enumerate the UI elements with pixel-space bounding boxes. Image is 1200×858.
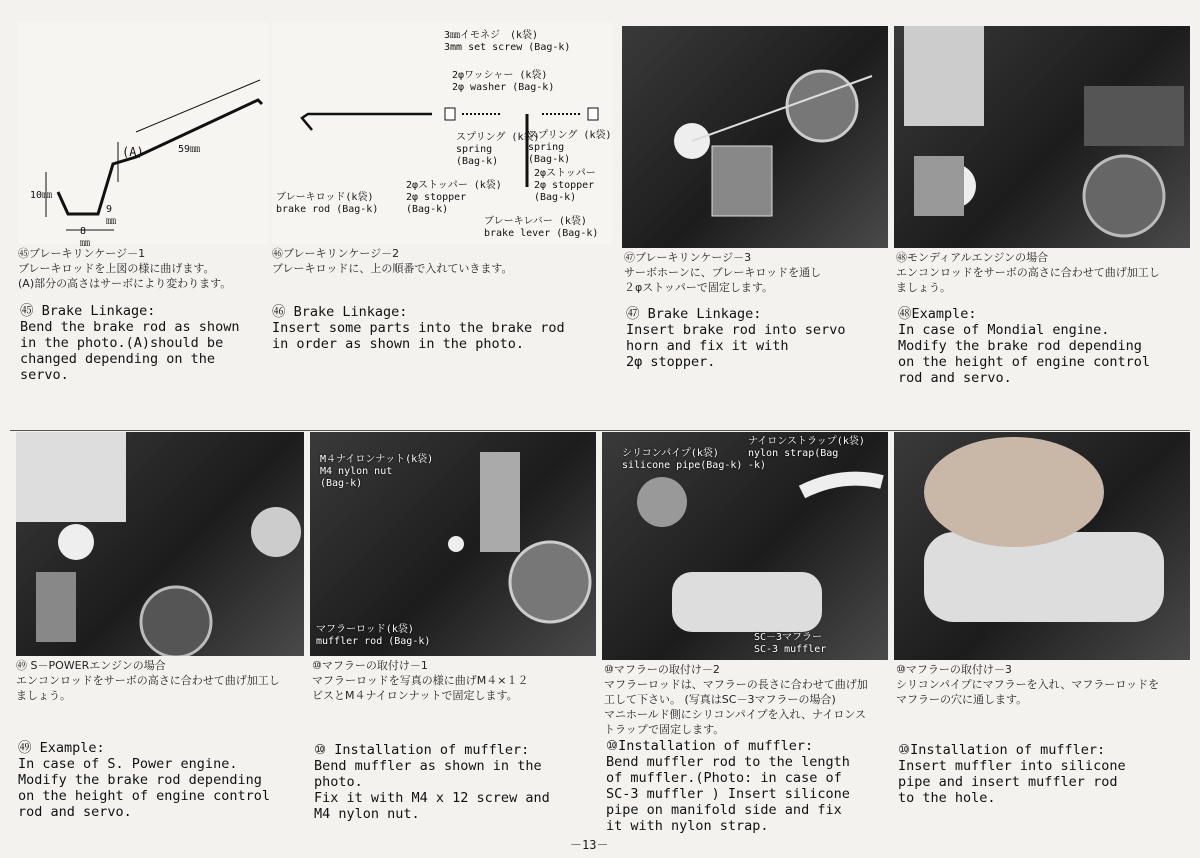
label-stopper-2: 2φストッパー 2φ stopper (Bag-k): [534, 168, 596, 203]
label-stopper-1: 2φストッパー (k袋) 2φ stopper (Bag-k): [406, 180, 502, 215]
photo-s-power-sketch: [16, 432, 304, 656]
label-spring-2: スプリング (k袋) spring (Bag-k): [528, 130, 612, 165]
caption-jp-102: ⑩マフラーの取付け－3 シリコンパイプにマフラーを入れ、マフラーロッドを マフラーの穴に通します。: [896, 663, 1160, 706]
label-sc3-muffler: SC－3マフラー SC-3 muffler: [754, 632, 827, 655]
photo-muffler-3-sketch: [894, 432, 1190, 660]
label-washer: 2φワッシャー (k袋) 2φ washer (Bag-k): [452, 70, 555, 93]
caption-jp-99: ㊾ S－POWERエンジンの場合 エンコンロッドをサーボの高さに合わせて曲げ加工し ましょう。: [16, 659, 280, 702]
diagram-brake-rod-bend: [18, 22, 268, 249]
label-set-screw: 3㎜イモネジ (k袋) 3mm set screw (Bag-k): [444, 30, 571, 53]
caption-jp-96: ㊻ブレーキリンケージ－2 ブレーキロッドに、上の順番で入れていきます。: [272, 247, 513, 275]
label-muffler-rod: マフラーロッド(k袋) muffler rod (Bag-k): [316, 624, 431, 647]
text-en-101: ⑩Installation of muffler: Bend muffler rod to the length of muffler.(Photo: in case of SC-3 muffler ) Insert silicone pipe on manifold side and fix it with nylon strap.: [606, 738, 850, 834]
photo-mondial-sketch: [894, 26, 1190, 248]
photo-s-power-engine: [16, 432, 304, 656]
photo-muffler-mount-2: [602, 432, 888, 660]
label-brake-rod: ブレーキロッド(k袋) brake rod (Bag-k): [276, 192, 379, 215]
label-9mm: 9 ㎜: [106, 204, 116, 227]
photo-mondial-engine: [894, 26, 1190, 248]
page-number: －13－: [570, 838, 609, 852]
text-en-102: ⑩Installation of muffler: Insert muffler into silicone pipe and insert muffler rod to the hole.: [898, 742, 1126, 806]
label-a: (A): [122, 145, 144, 159]
label-spring-1: スプリング (k袋) spring (Bag-k): [456, 132, 540, 167]
label-silicone-pipe: シリコンパイプ(k袋) silicone pipe(Bag-k): [622, 448, 743, 471]
label-nylon-nut: M４ナイロンナット(k袋) M4 nylon nut (Bag-k): [320, 454, 434, 489]
caption-jp-95: ㊺ブレーキリンケージ－1 ブレーキロッドを上図の様に曲げます。 (A)部分の高さはサーボにより変わります。: [18, 247, 232, 290]
divider-top-row: [10, 430, 1190, 431]
label-59mm: 59㎜: [178, 144, 201, 155]
label-nylon-strap: ナイロンストラップ(k袋) nylon strap(Bag -k): [748, 436, 865, 471]
photo-servo-sketch: [622, 26, 888, 248]
text-en-100: ⑩ Installation of muffler: Bend muffler as shown in the photo. Fix it with M4 x 12 screw and M4 nylon nut.: [314, 742, 550, 822]
brake-rod-bend-drawing: [18, 22, 268, 244]
text-en-95: ㊺ Brake Linkage: Bend the brake rod as shown in the photo.(A)should be changed depending on the servo.: [20, 303, 240, 383]
caption-jp-97: ㊼ブレーキリンケージ－3 サーボホーンに、ブレーキロッドを通し ２φストッパーで固定します。: [624, 251, 822, 294]
photo-servo-horn-rod: [622, 26, 888, 248]
text-en-97: ㊼ Brake Linkage: Insert brake rod into servo horn and fix it with 2φ stopper.: [626, 306, 846, 370]
caption-jp-100: ⑩マフラーの取付け－1 マフラーロッドを写真の様に曲げM４×１２ ビスとM４ナイロンナットで固定します。: [312, 659, 529, 702]
text-en-98: ㊽Example: In case of Mondial engine. Modify the brake rod depending on the height of engine control rod and servo.: [898, 306, 1150, 386]
label-10mm: 10㎜: [30, 190, 53, 201]
text-en-99: ㊾ Example: In case of S. Power engine. Modify the brake rod depending on the height of engine control rod and servo.: [18, 740, 270, 820]
caption-jp-98: ㊽モンディアルエンジンの場合 エンコンロッドをサーボの高さに合わせて曲げ加工し ましょう。: [896, 251, 1160, 294]
diagram-brake-linkage-parts: [272, 22, 612, 244]
photo-muffler-mount-3: [894, 432, 1190, 660]
text-en-96: ㊻ Brake Linkage: Insert some parts into the brake rod in order as shown in the photo.: [272, 304, 565, 352]
label-8mm: 8 ㎜: [80, 226, 90, 249]
photo-muffler-mount-1: [310, 432, 596, 656]
caption-jp-101: ⑩マフラーの取付け－2 マフラーロッドは、マフラーの長さに合わせて曲げ加 工して下さい。 (写真はSC－3マフラーの場合) マニホールド側にシリコンパイプを入れ、ナイロンス トラップで固定します。: [604, 663, 868, 736]
label-brake-lever: ブレーキレバー (k袋) brake lever (Bag-k): [484, 216, 599, 239]
